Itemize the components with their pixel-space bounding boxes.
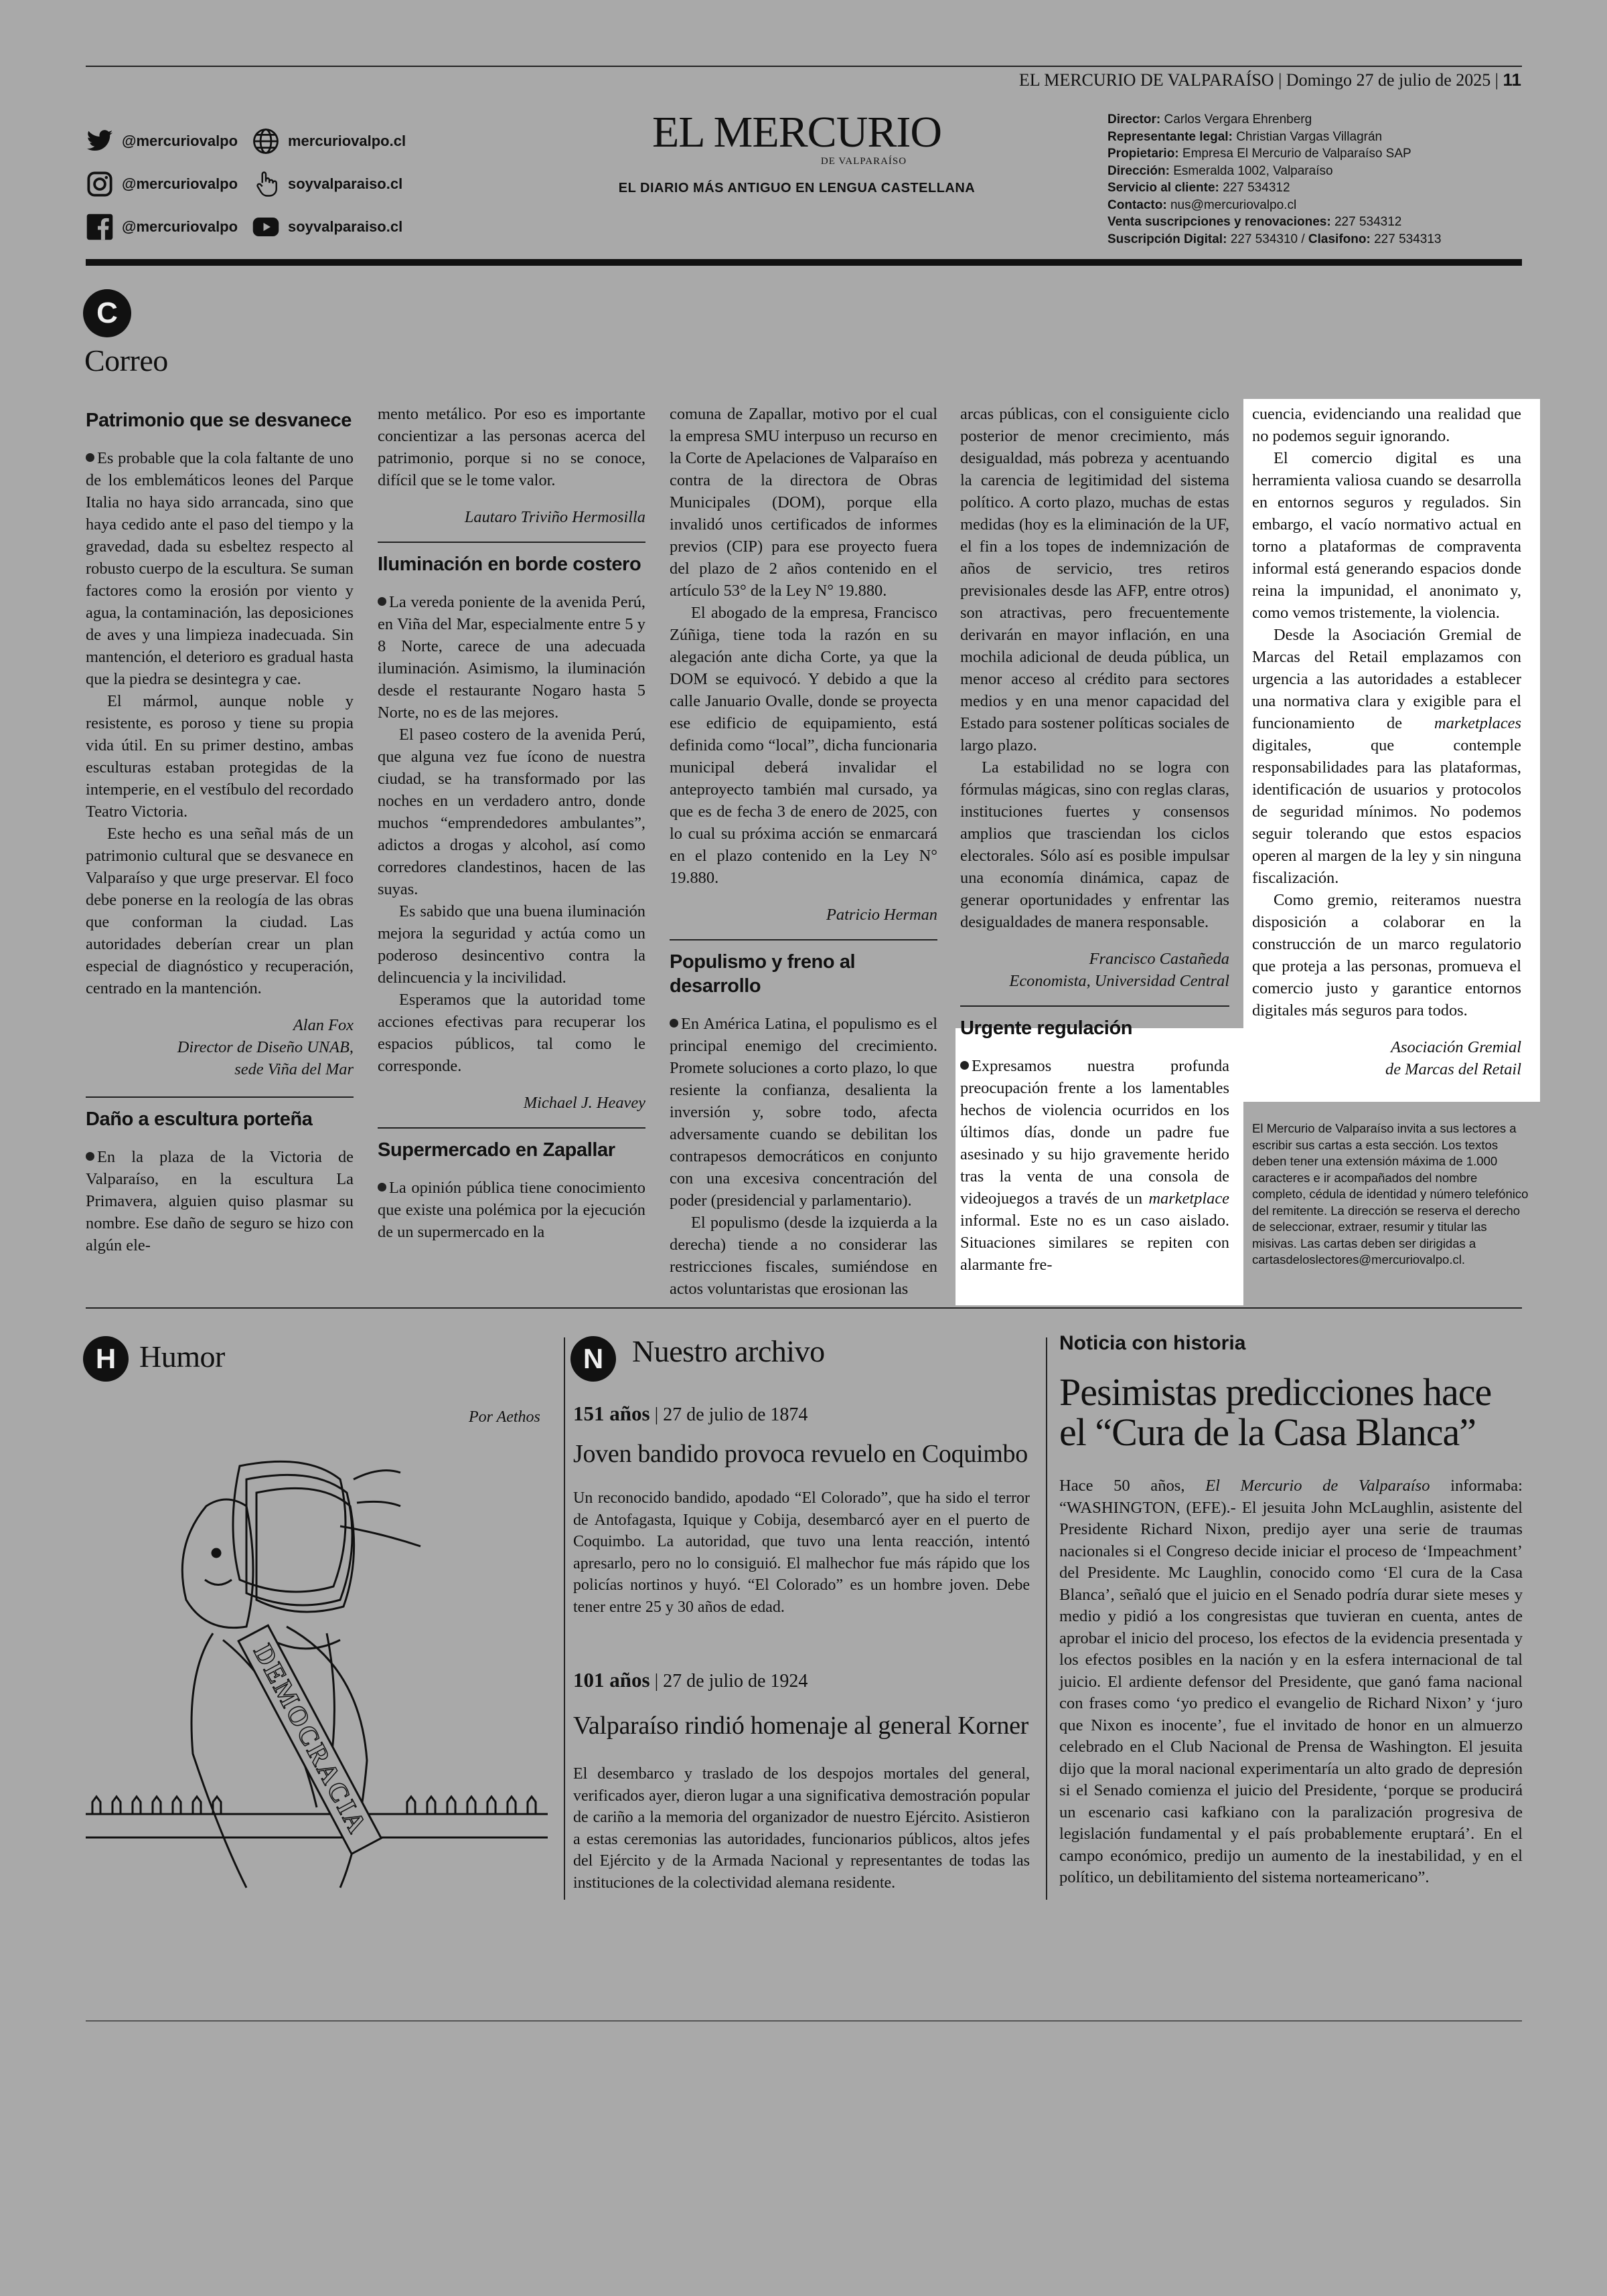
letter-paragraph: En la plaza de la Victoria de Valparaíso, en la escultura La Primavera, alguien quiso plasmar su nombre. Ese daño de seguro se hizo con algún ele- [86,1148,354,1254]
bullet [670,1019,678,1028]
youtube-url: soyvalparaiso.cl [288,218,403,235]
letter-paragraph: En América Latina, el populismo es el principal enemigo del crecimiento. Promete soluciones a corto plazo, lo que resiente la confianza, desalienta la inversión y, sobre todo, afecta adversamente cuando se debilitan los contrapesos democráticos en conjunto con una excesiva concentración del poder (presidencial y parlamentario). [670,1015,937,1210]
twitter-link[interactable] [86,127,238,155]
correo-col-4 [960,403,1229,1276]
staff-line: Representante legal: Christian Vargas Villagrán [1107,129,1383,144]
letter-signature: Michael J. Heavey [523,1094,645,1112]
hand-pointer-icon [252,170,280,198]
archive-body: Un reconocido bandido, apodado “El Colorado”, que ha sido el terror de Antofagasta, Iquique y Cobija, desembarcó ayer en el puerto de Coquimbo. La autoridad, que tuvo una lenta reacción, intentó apresarlo, pero no lo consiguió. El malhechor fue más rápido que los policías nortinos y huyó. “El Colorado” es un hombre joven. Debe tener entre 25 y 30 años de edad. [573,1489,1030,1616]
letter-paragraph: comuna de Zapallar, motivo por el cual la empresa SMU interpuso un recurso en la Corte de Apelaciones de Valparaíso en contra de la directora de Obras Municipales (DOM), porque ella invalidó unos certificados de informes previos (CIP) para ese proyecto fuera del plazo de 2 años contenido en el artículo 53° de la Ley N° 19.880. [670,405,937,600]
bullet [378,597,386,606]
letter-heading: Patrimonio que se desvanece [86,410,352,431]
letter-paragraph: Este hecho es una señal más de un patrimonio cultural que se desvanece en Valparaíso y que urge preservar. El foco debe ponerse en la reología de las obras que conforman la ciudad. Las autoridades deberían crear un plan especial de diagnóstico y recuperación, centrado en la mantención. [86,825,354,997]
archive-body: El desembarco y traslado de los despojos mortales del general, verificados ayer, dieron lugar a una significativa demostración popular de cariño a la memoria del organizador de nuestro Ejército. Asistieron a estas ceremonias las autoridades, funcionarios públicos, altos jefes del Ejército y de la Armada Nacional y representantes de todas las instituciones de la colectividad alemana residente. [573,1765,1030,1892]
staff-line: Dirección: Esmeralda 1002, Valparaíso [1107,163,1333,178]
twitter-icon [86,127,114,155]
political-cartoon [86,1453,548,1901]
historia-title: Pesimistas predicciones hace el “Cura de la Casa Blanca” [1059,1370,1492,1454]
folio-paper: EL MERCURIO DE VALPARAÍSO [1018,70,1274,90]
letter-paragraph: Es probable que la cola faltante de uno de los emblemáticos leones del Parque Italia no haya sido arrancada, sino que haya cedido ante el paso del tiempo y la gravedad, dada su esbeltez respecto al robusto cuerpo de la escultura. Se suman factores como la erosión por viento y agua, la contaminación, las deposiciones de aves y una limpieza inadecuada. Sin mantención, el deterioro es gradual hasta que la piedra se desintegra y cae. [86,449,354,688]
staff-box [1107,111,1536,248]
bullet [378,1183,386,1192]
archive-entry [573,1668,1030,1894]
letter-paragraph: Desde la Asociación Gremial de Marcas del Retail emplazamos con urgencia a las autoridades a establecer una normativa clara y exigible para el funcionamiento de marketplaces digitales, que contemple responsabilidades para las plataformas, identificación de usuarios y protocolos de seguridad mínimos. No podemos seguir tolerando que estos espacios operen al margen de la ley y sin ninguna fiscalización. [1252,626,1521,887]
correo-title: Correo [84,343,168,378]
staff-line: Director: Carlos Vergara Ehrenberg [1107,112,1312,127]
correo-col-2 [378,403,645,1243]
letter-heading: Daño a escultura porteña [86,1109,313,1130]
letter-paragraph: La opinión pública tiene conocimiento que existe una polémica por la ejecución de un supermercado en la [378,1179,645,1241]
soy-url: soyvalparaiso.cl [288,175,403,192]
staff-line: Contacto: nus@mercuriovalpo.cl [1107,197,1297,212]
correo-col-5 [1252,403,1521,1080]
letter-paragraph: Es sabido que una buena iluminación mejora la seguridad y actúa como un poderoso desincentivo contra la delincuencia y la incivilidad. [378,902,645,987]
letter-signature: Francisco Castañeda Economista, Universidad Central [1009,950,1229,990]
correo-col-3 [670,403,937,1300]
staff-line: Servicio al cliente: 227 534312 [1107,181,1290,195]
correo-col-1 [86,402,354,1256]
facebook-link[interactable] [86,213,238,241]
masthead-sub: DE VALPARAÍSO [820,156,907,167]
soy-link[interactable] [252,170,402,198]
youtube-link[interactable] [252,213,402,241]
staff-line: Suscripción Digital: 227 534310 / Clasifono: 227 534313 [1107,232,1442,246]
twitter-handle: @mercuriovalpo [122,133,238,149]
facebook-handle: @mercuriovalpo [122,218,238,235]
facebook-icon [86,213,114,241]
letter-signature: Alan Fox Director de Diseño UNAB, sede Viña del Mar [177,1016,354,1078]
letter-signature: Lautaro Triviño Hermosilla [464,508,645,526]
bullet [960,1061,969,1070]
archive-title: Joven bandido provoca revuelo en Coquimbo [573,1440,1028,1468]
instagram-link[interactable] [86,170,238,198]
web-url: mercuriovalpo.cl [288,133,406,149]
archive-date: 101 años | 27 de julio de 1924 [573,1668,808,1692]
masthead-title: EL MERCURIO [652,108,942,157]
folio: EL MERCURIO DE VALPARAÍSO | Domingo 27 de julio de 2025 | 11 [1018,70,1521,90]
web-link[interactable] [252,127,406,155]
letter-paragraph: Expresamos nuestra profunda preocupación frente a los lamentables hechos de violencia ocurridos en los últimos días, donde un padre fue asesinado y su hijo gravemente herido tras la venta de una consola de videojuegos a través de un marketplace informal. Este no es un caso aislado. Situaciones similares se repiten con alarmante fre- [960,1057,1229,1274]
archivo-title: Nuestro archivo [632,1334,825,1368]
masthead-tagline: EL DIARIO MÁS ANTIGUO EN LENGUA CASTELLANA [618,181,976,195]
folio-date: Domingo 27 de julio de 2025 [1286,70,1491,90]
letter-paragraph: mento metálico. Por eso es importante concientizar a las personas acerca del patrimonio, porque si no se conoce, difícil que se le tome valor. [378,405,645,489]
letter-heading: Iluminación en borde costero [378,554,641,575]
archive-date: 151 años | 27 de julio de 1874 [573,1402,808,1425]
folio-page: 11 [1503,70,1521,90]
divider [378,542,645,543]
cartoon-sash-text: DEMOCRACIA [248,1639,374,1839]
correo-badge: C [83,289,131,337]
letter-heading: Urgente regulación [960,1017,1133,1039]
instagram-icon [86,170,114,198]
archivo-badge: N [570,1336,616,1382]
letter-paragraph: cuencia, evidenciando una realidad que no podemos seguir ignorando. [1252,405,1521,445]
masthead [549,110,1045,196]
letter-paragraph: arcas públicas, con el consiguiente ciclo posterior de menor crecimiento, más desigualdad, más pobreza y acentuando la carencia de legitimidad del sistema político. A corto plazo, muchas de estas medidas (hoy es la eliminación de la UF, el fin a los topes de indemnización de años de servicio, tres retiros previsionales desde las AFP, entre otros) son atractivas, pero frecuentemente derivarán en mayor inflación, en una mochila adicional de deuda pública, un menor acceso al crédito para sectores medios y en una menor capacidad del Estado para sostener políticas sociales de largo plazo. [960,405,1229,754]
globe-icon [252,127,280,155]
letter-signature: Asociación Gremial de Marcas del Retail [1385,1038,1521,1078]
letter-signature: Patricio Herman [826,906,937,924]
letter-paragraph: El abogado de la empresa, Francisco Zúñiga, tiene toda la razón en su alegación ante dicha Corte, ya que la DOM se equivocó. Y debido a que la calle Januario Ovalle, donde se proyecta ese edificio de equipamiento, está definida como “local”, dicha funcionaria municipal deberá invalidar el anteproyecto también mal cursado, ya que es de fecha 3 de enero de 2025, con lo cual su próxima acción se enmarcará en el plazo contenido en la Ley N° 19.880. [670,604,937,887]
archive-entry [573,1402,1030,1618]
instagram-handle: @mercuriovalpo [122,175,238,192]
youtube-icon [252,213,280,241]
historia-section [1059,1332,1523,1889]
bullet [86,453,94,462]
letter-paragraph: Esperamos que la autoridad tome acciones efectivas para recuperar los espacios públicos, tal como le corresponde. [378,991,645,1075]
letter-paragraph: El mármol, aunque noble y resistente, es poroso y tiene su propia vida útil. En su primer destino, ambas esculturas estaban protegidas de la intemperie, en el vestíbulo del recordado Teatro Victoria. [86,692,354,821]
cartoon-author: Por Aethos [469,1408,540,1426]
letters-notice: El Mercurio de Valparaíso invita a sus lectores a escribir sus cartas a esta sección. Los textos deben tener una extensión máxima de 1.000 caracteres e ir acompañados del nombre completo, cédula de identidad y número telefónico del remitente. La dirección se reserva el derecho de seleccionar, extraer, resumir y titular las misivas. Las cartas deben ser dirigidas a cartasdeloslectores@mercuriovalpo.cl. [1252,1121,1529,1266]
letter-paragraph: Como gremio, reiteramos nuestra disposición a colaborar en la construcción de un marco regulatorio que proteja a las personas, promueva el comercio justo y garantice entornos digitales más seguros para todos. [1252,891,1521,1019]
divider [378,1127,645,1129]
archive-title: Valparaíso rindió homenaje al general Korner [573,1712,1029,1740]
staff-line: Venta suscripciones y renovaciones: 227 534312 [1107,215,1402,229]
letter-paragraph: La estabilidad no se logra con fórmulas mágicas, sino con reglas claras, instituciones fuertes y consensos amplios que trasciendan los ciclos electorales. Sólo así es posible impulsar una economía dinámica, capaz de generar oportunidades y enfrentar las desigualdades de manera responsable. [960,758,1229,931]
bullet [86,1152,94,1161]
divider [960,1005,1229,1007]
humor-title: Humor [139,1339,225,1374]
letter-paragraph: La vereda poniente de la avenida Perú, en Viña del Mar, especialmente entre 5 y 8 Norte, carece de una adecuada iluminación. Asimismo, la iluminación desde el restaurante Nogaro hasta 5 Norte, no es de las mejores. [378,593,645,722]
divider [670,939,937,940]
humor-badge: H [83,1336,129,1382]
historia-body: Hace 50 años, El Mercurio de Valparaíso informaba: “WASHINGTON, (EFE).- El jesuita John McLaughlin, asistente del Presidente Richard Nixon, predijo ayer una serie de traumas nacionales si el Congreso decide iniciar el proceso de ‘Impeachment’ del Presidente. Mc Laughlin, conocido como ‘El cura de la Casa Blanca’, señaló que el juicio en el Senado podría durar siete meses y medio y pidió a los congresistas que tuvieran en cuenta, antes de aprobar el inicio del proceso, los efectos de la evidencia presentada y los efectos posibles en la nación y en la esfera internacional de tal juicio. El ardiente defensor del Presidente, que ganó fama nacional con frases como ‘yo predico el evangelio de Richard Nixon’ y ‘juro que Nixon es inocente’, fue el invitado de honor en un almuerzo celebrado en el Club Nacional de Prensa de Washington. El jesuita dijo que la moral nacional experimentaría un alto grado de depresión si el Senado comienza el juicio del Presidente, ‘porque se producirá un escenario casi kafkiano con la paralización progresiva de legislación fundamental y el país probablemente eruptará’. En el campo económico, predijo un aumento de la inestabilidad, y en el político, un debilitamiento del sistema norteamericano”. [1059,1477,1523,1886]
divider [86,1096,354,1098]
letter-paragraph: El populismo (desde la izquierda a la derecha) tiende a no considerar las restricciones fiscales, sumiéndose en actos voluntaristas que erosionan las [670,1214,937,1298]
historia-label: Noticia con historia [1059,1332,1246,1354]
staff-line: Propietario: Empresa El Mercurio de Valparaíso SAP [1107,147,1411,161]
letter-paragraph: El comercio digital es una herramienta valiosa cuando se desarrolla en entornos seguros y regulados. Sin embargo, el vacío normativo actual en torno a plataformas de compraventa informal está generando espacios donde reina la impunidad, el anonimato y, como vemos tristemente, la violencia. [1252,449,1521,622]
letter-heading: Populismo y freno al desarrollo [670,951,856,997]
letter-paragraph: El paseo costero de la avenida Perú, que alguna vez fue ícono de nuestra ciudad, se ha transformado por las noches en un verdadero antro, donde muchos “emprendedores ambulantes”, adictos a drogas y alcohol, así como corredores clandestinos, hacen de las suyas. [378,726,645,898]
letter-heading: Supermercado en Zapallar [378,1139,615,1161]
